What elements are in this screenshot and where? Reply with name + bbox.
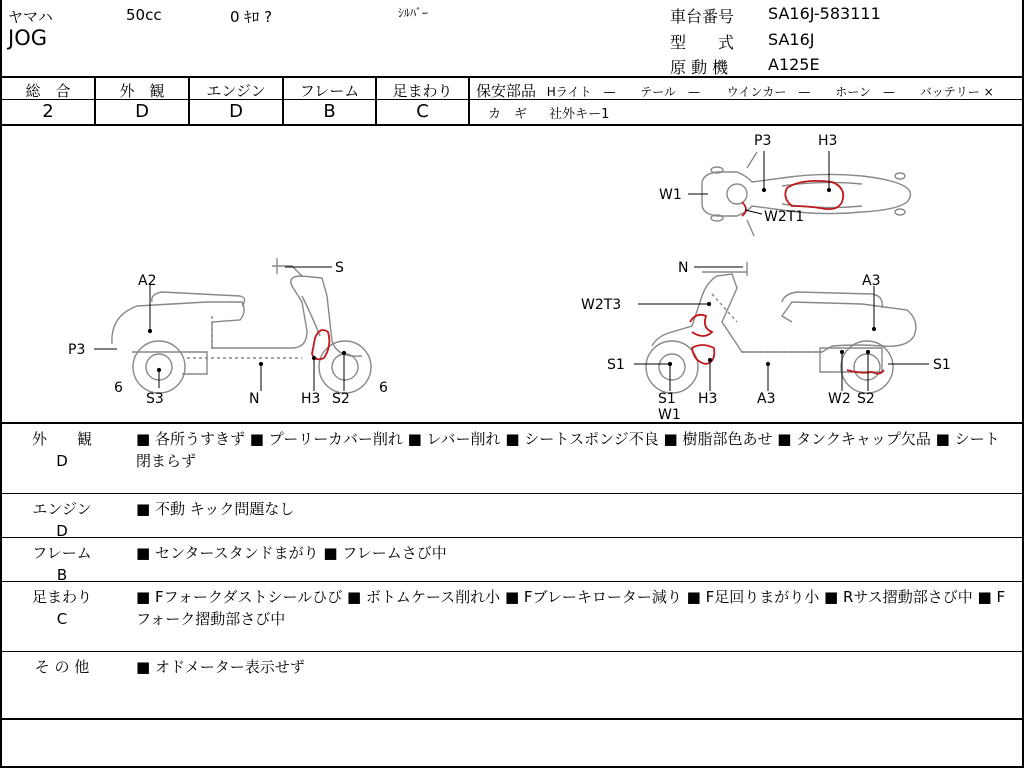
remark-grade: D: [56, 522, 68, 540]
label-w1-bottom: W1: [658, 407, 681, 422]
scooter-drawings: [2, 126, 1022, 422]
grade-suspension: [377, 78, 470, 124]
engine-label: 原 動 機: [670, 58, 729, 77]
label-h3-right: H3: [698, 391, 718, 407]
safety-parts: [470, 78, 1024, 124]
frame-no-label: 車台番号: [670, 7, 735, 26]
label-s2-left: S2: [332, 391, 350, 407]
mileage: 0 ｷﾛ ?: [230, 8, 273, 26]
label-p3-left: P3: [68, 342, 86, 358]
label-6-right-wheel: 6: [379, 380, 388, 396]
remark-grade: B: [56, 566, 68, 584]
grade-exterior: [96, 78, 190, 124]
label-h3-top: H3: [818, 133, 838, 149]
grade-value: C: [416, 101, 429, 122]
remark-exterior: [2, 424, 1024, 494]
type-label: 型 式: [670, 33, 735, 52]
grade-value: B: [323, 101, 336, 122]
label-w1-top: W1: [659, 187, 682, 203]
remark-text: ■ オドメーター表示せず: [136, 658, 305, 676]
remark-frame: [2, 538, 1024, 582]
remark-other: [2, 652, 1024, 720]
grade-value: D: [229, 101, 243, 122]
diagram-labels: [68, 133, 951, 422]
grade-label: 足まわり: [377, 78, 468, 100]
grade-row: [2, 78, 1024, 126]
battery-status: バッテリー ×: [919, 85, 994, 99]
remark-label: そ の 他: [34, 658, 90, 676]
taillight-status: テール —: [640, 85, 701, 99]
key-status: 社外キー1: [549, 107, 610, 122]
grade-frame: [284, 78, 377, 124]
remark-suspension: [2, 582, 1024, 652]
remark-engine: [2, 494, 1024, 538]
horn-status: ホーン —: [835, 85, 895, 99]
grade-label: エンジン: [190, 78, 282, 100]
grade-label: 総 合: [2, 78, 94, 100]
remark-label: エンジン: [32, 500, 92, 518]
engine-code: A125E: [768, 55, 820, 74]
remark-grade: C: [56, 610, 68, 628]
model-type: SA16J: [768, 30, 815, 49]
label-s2-right: S2: [857, 391, 875, 407]
label-s3-left: S3: [146, 391, 164, 407]
label-n-left: N: [249, 391, 260, 407]
label-w2t1-top: W2T1: [764, 209, 805, 225]
key-label: カ ギ: [488, 107, 528, 122]
label-6-left: 6: [114, 380, 123, 396]
label-a3-right: A3: [862, 273, 881, 289]
label-s-left: S: [335, 260, 344, 276]
label-h3-left: H3: [301, 391, 321, 407]
remark-label: 外 観: [31, 430, 92, 448]
winker-status: ウインカー —: [726, 85, 811, 99]
label-w2-right: W2: [828, 391, 851, 407]
remark-label: 足まわり: [31, 588, 92, 606]
remark-text: ■ Fフォークダストシールひび ■ ボトムケース削れ小 ■ Fブレーキローター減り ■ F足回りまがり小 ■ Rサス摺動部さび中 ■ Fフォーク摺動部さび中: [136, 588, 1006, 628]
grade-engine: [190, 78, 284, 124]
label-p3-top: P3: [754, 133, 772, 149]
remark-label: フレーム: [32, 544, 92, 562]
headlight-status: Hライト —: [546, 85, 616, 99]
label-a3-bottom: A3: [757, 391, 776, 407]
label-a2-left: A2: [138, 273, 157, 289]
displacement: 50cc: [126, 6, 162, 24]
grade-overall: [2, 78, 96, 124]
maker: ヤマハ: [8, 8, 53, 26]
body-color: ｼﾙﾊﾞｰ: [398, 6, 429, 20]
label-s1-rear: S1: [933, 357, 951, 373]
grade-label: 外 観: [96, 78, 188, 100]
remark-text: ■ 各所うすきず ■ プーリーカバー削れ ■ レバー削れ ■ シートスポンジ不良 ■ 樹脂部色あせ ■ タンクキャップ欠品 ■ シート閉まらず: [136, 430, 1000, 470]
damage-diagram: [2, 126, 1024, 424]
scooter-top-view: [702, 152, 911, 236]
label-n-right: N: [678, 260, 689, 276]
label-s1-bottom: S1: [658, 391, 676, 407]
remark-text: ■ センタースタンドまがり ■ フレームさび中: [136, 544, 447, 562]
safety-label: 保安部品: [476, 82, 537, 100]
remark-text: ■ 不動 キック問題なし: [136, 500, 295, 518]
grade-value: D: [135, 101, 149, 122]
remark-grade: D: [56, 452, 68, 470]
sheet-header: [2, 0, 1024, 78]
model-name: JOG: [8, 26, 47, 50]
label-w2t3-right: W2T3: [581, 297, 622, 313]
label-s1-front: S1: [607, 357, 625, 373]
grade-label: フレーム: [284, 78, 375, 100]
grade-value: 2: [42, 101, 54, 122]
frame-no: SA16J-583111: [768, 4, 881, 23]
